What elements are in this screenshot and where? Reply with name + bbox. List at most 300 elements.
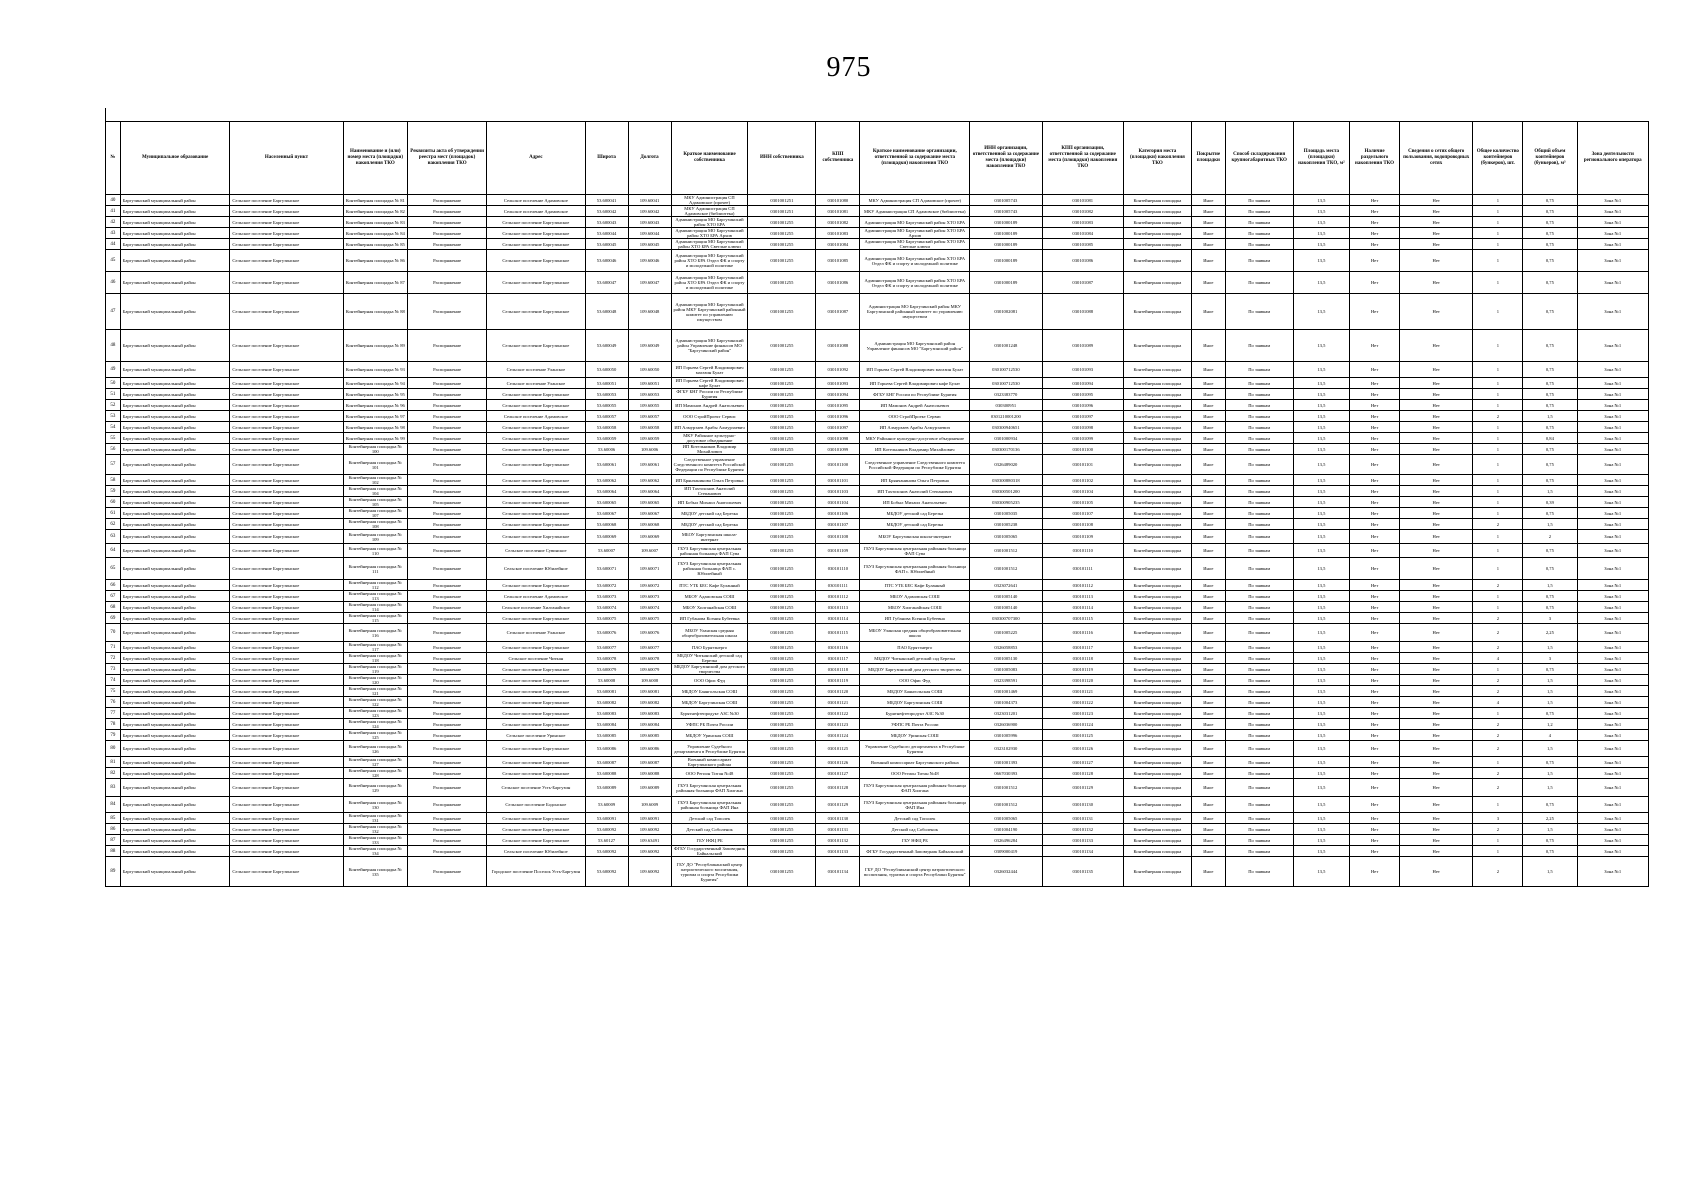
cell-n: 40: [106, 195, 121, 206]
cell-org_inn: 0309000419: [970, 846, 1042, 857]
cell-zone: Зона №1: [1577, 813, 1648, 824]
cell-act: Распоряжение: [408, 730, 487, 741]
cell-lon: 109.60057: [628, 411, 671, 422]
cell-category: Контейнерная площадка: [1123, 857, 1191, 887]
cell-org_kpp: 030101123: [1042, 708, 1123, 719]
cell-surface: Иное: [1191, 411, 1225, 422]
cell-info: Нет: [1399, 846, 1473, 857]
cell-municipality: Баргузинский муниципальный район: [120, 272, 230, 294]
cell-containers: 1: [1473, 433, 1523, 444]
cell-n: 48: [106, 330, 121, 362]
cell-volume: 0,75: [1523, 294, 1577, 330]
cell-municipality: Баргузинский муниципальный район: [120, 719, 230, 730]
cell-address: Сельское поселение Баргузинское: [487, 686, 585, 697]
cell-lat: 53.600076: [585, 624, 628, 642]
cell-municipality: Баргузинский муниципальный район: [120, 475, 230, 486]
cell-containers: 1: [1473, 508, 1523, 519]
cell-act: Распоряжение: [408, 719, 487, 730]
cell-lon: 109.60058: [628, 422, 671, 433]
cell-category: Контейнерная площадка: [1123, 686, 1191, 697]
cell-lon: 109.60043: [628, 217, 671, 228]
cell-owner_inn: 0301001255: [748, 741, 816, 757]
cell-site_name: Контейнерная площадка № 125: [343, 730, 407, 741]
page-number: 975: [826, 52, 872, 83]
cell-n: 54: [106, 422, 121, 433]
cell-area: 13,5: [1293, 228, 1350, 239]
cell-address: Сельское поселение Баргузинское: [487, 835, 585, 846]
cell-owner_kpp: 030101126: [816, 757, 860, 768]
cell-site_name: Контейнерная площадка № 127: [343, 757, 407, 768]
cell-municipality: Баргузинский муниципальный район: [120, 613, 230, 624]
cell-lat: 53.600085: [585, 730, 628, 741]
cell-org_name: Администрация МО Баргузинский район ХТО БРА Отдел ФК и спорту и молодежной политике: [860, 272, 970, 294]
cell-lat: 53.600064: [585, 486, 628, 497]
cell-n: 60: [106, 497, 121, 508]
cell-n: 64: [106, 544, 121, 558]
cell-settlement: Сельское поселение Баргузинское: [230, 294, 343, 330]
cell-owner_inn: 0301001255: [748, 591, 816, 602]
cell-org_name: Администрация МО Баргузинский район ХТО БРА Архив: [860, 228, 970, 239]
cell-containers: 2: [1473, 519, 1523, 530]
cell-site_name: Контейнерная площадка № 107: [343, 508, 407, 519]
cell-info: Нет: [1399, 378, 1473, 389]
column-header-zone: Зона деятельности регионального оператора: [1577, 122, 1648, 195]
cell-method: По заявкам: [1225, 206, 1293, 217]
cell-site_name: Контейнерная площадка № 93: [343, 362, 407, 378]
cell-volume: 1,5: [1523, 580, 1577, 591]
cell-zone: Зона №1: [1577, 444, 1648, 455]
cell-owner_name: МБОУ Хилганайская СОШ: [671, 602, 748, 613]
cell-method: По заявкам: [1225, 217, 1293, 228]
cell-owner_inn: 0301001255: [748, 558, 816, 580]
cell-owner_kpp: 030101122: [816, 708, 860, 719]
cell-n: 77: [106, 708, 121, 719]
cell-org_inn: 0301001512: [970, 797, 1042, 813]
cell-owner_inn: 0301001255: [748, 697, 816, 708]
cell-method: По заявкам: [1225, 779, 1293, 797]
cell-n: 85: [106, 813, 121, 824]
cell-org_kpp: 030101120: [1042, 675, 1123, 686]
cell-info: Нет: [1399, 624, 1473, 642]
cell-settlement: Сельское поселение Баргузинское: [230, 228, 343, 239]
cell-settlement: Сельское поселение Баргузинское: [230, 206, 343, 217]
cell-act: Распоряжение: [408, 613, 487, 624]
table-row: [106, 530, 1649, 544]
cell-org_inn: 030100712530: [970, 378, 1042, 389]
cell-containers: 1: [1473, 664, 1523, 675]
table-row: [106, 544, 1649, 558]
cell-site_name: Контейнерная площадка № 85: [343, 239, 407, 250]
cell-org_inn: 0301005065: [970, 530, 1042, 544]
cell-owner_name: МБДОУ Баргузинская СОШ: [671, 697, 748, 708]
cell-containers: 4: [1473, 697, 1523, 708]
cell-owner_name: МБДОУ детский сад Березка: [671, 508, 748, 519]
cell-volume: 0,75: [1523, 591, 1577, 602]
cell-owner_inn: 0301001255: [748, 580, 816, 591]
cell-volume: 3: [1523, 653, 1577, 664]
cell-lon: 109.60088: [628, 768, 671, 779]
cell-municipality: Баргузинский муниципальный район: [120, 422, 230, 433]
cell-org_name: ИП Горьева Сергей Владимирович кафе Булат: [860, 378, 970, 389]
table-row: [106, 228, 1649, 239]
cell-org_inn: 030300880318: [970, 475, 1042, 486]
cell-category: Контейнерная площадка: [1123, 757, 1191, 768]
cell-containers: 1: [1473, 757, 1523, 768]
cell-site_name: Контейнерная площадка № 86: [343, 250, 407, 272]
cell-municipality: Баргузинский муниципальный район: [120, 239, 230, 250]
cell-municipality: Баргузинский муниципальный район: [120, 400, 230, 411]
cell-surface: Иное: [1191, 686, 1225, 697]
cell-settlement: Сельское поселение Баргузинское: [230, 664, 343, 675]
cell-zone: Зона №1: [1577, 686, 1648, 697]
cell-surface: Иное: [1191, 697, 1225, 708]
cell-category: Контейнерная площадка: [1123, 400, 1191, 411]
cell-separate: Нет: [1350, 239, 1400, 250]
cell-site_name: Контейнерная площадка № 124: [343, 719, 407, 730]
cell-act: Распоряжение: [408, 580, 487, 591]
table-row: [106, 508, 1649, 519]
cell-lat: 53.600092: [585, 846, 628, 857]
table-row: [106, 444, 1649, 455]
cell-zone: Зона №1: [1577, 272, 1648, 294]
cell-containers: 1: [1473, 228, 1523, 239]
cell-zone: Зона №1: [1577, 250, 1648, 272]
cell-zone: Зона №1: [1577, 378, 1648, 389]
table-row: [106, 642, 1649, 653]
cell-settlement: Сельское поселение Баргузинское: [230, 779, 343, 797]
cell-area: 13,5: [1293, 824, 1350, 835]
cell-org_name: УФПС РБ Почта России: [860, 719, 970, 730]
cell-owner_inn: 0301001255: [748, 544, 816, 558]
table-row: [106, 378, 1649, 389]
cell-owner_inn: 0301001255: [748, 779, 816, 797]
cell-municipality: Баргузинский муниципальный район: [120, 591, 230, 602]
cell-zone: Зона №1: [1577, 508, 1648, 519]
cell-site_name: Контейнерная площадка № 89: [343, 330, 407, 362]
cell-act: Распоряжение: [408, 519, 487, 530]
cell-act: Распоряжение: [408, 330, 487, 362]
cell-lat: 53.600087: [585, 757, 628, 768]
cell-volume: 0,75: [1523, 400, 1577, 411]
cell-containers: 4: [1473, 653, 1523, 664]
cell-org_kpp: 030101135: [1042, 857, 1123, 887]
cell-volume: 1,5: [1523, 686, 1577, 697]
cell-org_name: МБДОУ детский сад Березка: [860, 508, 970, 519]
cell-org_kpp: 030101101: [1042, 455, 1123, 475]
cell-owner_kpp: 030101103: [816, 486, 860, 497]
cell-area: 13,5: [1293, 519, 1350, 530]
cell-settlement: Сельское поселение Баргузинское: [230, 580, 343, 591]
cell-settlement: Сельское поселение Баргузинское: [230, 422, 343, 433]
cell-site_name: Контейнерная площадка № 132: [343, 824, 407, 835]
cell-zone: Зона №1: [1577, 330, 1648, 362]
cell-volume: 0,75: [1523, 217, 1577, 228]
cell-owner_inn: 0301001255: [748, 400, 816, 411]
cell-info: Нет: [1399, 508, 1473, 519]
cell-volume: 2,25: [1523, 624, 1577, 642]
cell-surface: Иное: [1191, 519, 1225, 530]
cell-containers: 1: [1473, 797, 1523, 813]
cell-owner_inn: 0301001255: [748, 239, 816, 250]
cell-separate: Нет: [1350, 272, 1400, 294]
cell-act: Распоряжение: [408, 228, 487, 239]
cell-containers: 2: [1473, 411, 1523, 422]
cell-containers: 1: [1473, 217, 1523, 228]
cell-surface: Иное: [1191, 422, 1225, 433]
cell-surface: Иное: [1191, 497, 1225, 508]
cell-surface: Иное: [1191, 444, 1225, 455]
cell-owner_name: Администрация МО Баргузинский район ХТО БРА Отдел ФК и спорту и молодежной политике: [671, 250, 748, 272]
cell-org_kpp: 030101099: [1042, 433, 1123, 444]
table-row: [106, 250, 1649, 272]
cell-zone: Зона №1: [1577, 294, 1648, 330]
cell-lon: 109.60053: [628, 389, 671, 400]
cell-category: Контейнерная площадка: [1123, 708, 1191, 719]
cell-lat: 53.600079: [585, 664, 628, 675]
cell-address: Сельское поселение Уланское: [487, 624, 585, 642]
cell-surface: Иное: [1191, 741, 1225, 757]
cell-n: 57: [106, 455, 121, 475]
cell-separate: Нет: [1350, 613, 1400, 624]
cell-method: По заявкам: [1225, 719, 1293, 730]
cell-owner_name: ИП Алмурзаев Арабы Алмурзаевич: [671, 422, 748, 433]
cell-surface: Иное: [1191, 580, 1225, 591]
cell-settlement: Сельское поселение Баргузинское: [230, 411, 343, 422]
cell-zone: Зона №1: [1577, 779, 1648, 797]
cell-org_kpp: 030101095: [1042, 389, 1123, 400]
cell-surface: Иное: [1191, 642, 1225, 653]
cell-org_name: Администрация МО Баргузинский район МКУ Баргузинский районный комитет по управлению имуществом: [860, 294, 970, 330]
table-row: [106, 389, 1649, 400]
cell-org_name: Администрация МО Баргузинский район ХТО БРА Отдел ФК и спорту и молодежной политике: [860, 250, 970, 272]
cell-settlement: Сельское поселение Баргузинское: [230, 642, 343, 653]
cell-area: 13,5: [1293, 591, 1350, 602]
cell-info: Нет: [1399, 591, 1473, 602]
cell-owner_inn: 0301001255: [748, 708, 816, 719]
cell-containers: 1: [1473, 497, 1523, 508]
table-row: [106, 433, 1649, 444]
cell-lon: 109.60065: [628, 497, 671, 508]
table-row: [106, 857, 1649, 887]
column-header-municipality: Муниципальное образование: [120, 122, 230, 195]
cell-act: Распоряжение: [408, 294, 487, 330]
cell-owner_kpp: 030101085: [816, 250, 860, 272]
cell-act: Распоряжение: [408, 400, 487, 411]
cell-owner_name: МБДОУ Читканский детский сад Березка: [671, 653, 748, 664]
cell-owner_name: ИП Губанова Ксения Бубеевна: [671, 613, 748, 624]
cell-org_inn: 0326032444: [970, 857, 1042, 887]
cell-n: 44: [106, 239, 121, 250]
cell-separate: Нет: [1350, 294, 1400, 330]
cell-act: Распоряжение: [408, 642, 487, 653]
table-row: [106, 591, 1649, 602]
cell-n: 86: [106, 824, 121, 835]
cell-org_name: Управление Судебного департамента в Республике Бурятия: [860, 741, 970, 757]
table-row: [106, 730, 1649, 741]
cell-settlement: Сельское поселение Баргузинское: [230, 857, 343, 887]
cell-method: По заявкам: [1225, 497, 1293, 508]
cell-separate: Нет: [1350, 664, 1400, 675]
cell-area: 13,5: [1293, 741, 1350, 757]
cell-surface: Иное: [1191, 797, 1225, 813]
cell-address: Сельское поселение Сувинское: [487, 544, 585, 558]
cell-lon: 109.6007: [628, 544, 671, 558]
cell-separate: Нет: [1350, 580, 1400, 591]
cell-surface: Иное: [1191, 508, 1225, 519]
cell-area: 13,5: [1293, 422, 1350, 433]
cell-surface: Иное: [1191, 250, 1225, 272]
cell-info: Нет: [1399, 686, 1473, 697]
cell-owner_inn: 0301001255: [748, 824, 816, 835]
cell-owner_inn: 0301001255: [748, 217, 816, 228]
cell-lon: 109.60087: [628, 757, 671, 768]
cell-method: По заявкам: [1225, 294, 1293, 330]
cell-settlement: Сельское поселение Баргузинское: [230, 497, 343, 508]
cell-owner_kpp: 030101113: [816, 602, 860, 613]
cell-org_inn: 0301001393: [970, 757, 1042, 768]
cell-surface: Иное: [1191, 857, 1225, 887]
cell-owner_kpp: 030101129: [816, 797, 860, 813]
cell-volume: 0,75: [1523, 835, 1577, 846]
cell-municipality: Баргузинский муниципальный район: [120, 530, 230, 544]
cell-address: Сельское поселение Баргузинское: [487, 217, 585, 228]
table-row: [106, 779, 1649, 797]
cell-surface: Иное: [1191, 239, 1225, 250]
cell-surface: Иное: [1191, 558, 1225, 580]
cell-separate: Нет: [1350, 195, 1400, 206]
cell-owner_kpp: 030101084: [816, 239, 860, 250]
cell-surface: Иное: [1191, 824, 1225, 835]
cell-site_name: Контейнерная площадка № 133: [343, 835, 407, 846]
cell-org_inn: 030300501200: [970, 486, 1042, 497]
cell-area: 13,5: [1293, 486, 1350, 497]
cell-method: По заявкам: [1225, 239, 1293, 250]
cell-org_kpp: 030101114: [1042, 602, 1123, 613]
cell-owner_inn: 0301001255: [748, 250, 816, 272]
cell-zone: Зона №1: [1577, 486, 1648, 497]
cell-org_inn: 0301005743: [970, 195, 1042, 206]
cell-surface: Иное: [1191, 294, 1225, 330]
cell-category: Контейнерная площадка: [1123, 508, 1191, 519]
cell-address: Сельское поселение Читкан: [487, 653, 585, 664]
cell-municipality: Баргузинский муниципальный район: [120, 294, 230, 330]
cell-org_kpp: 030101082: [1042, 206, 1123, 217]
cell-lat: 53.600086: [585, 741, 628, 757]
cell-zone: Зона №1: [1577, 497, 1648, 508]
cell-owner_kpp: 030101083: [816, 228, 860, 239]
cell-containers: 3: [1473, 813, 1523, 824]
cell-settlement: Сельское поселение Баргузинское: [230, 195, 343, 206]
cell-volume: 1,2: [1523, 719, 1577, 730]
cell-info: Нет: [1399, 653, 1473, 664]
cell-address: Сельское поселение Баргузинское: [487, 768, 585, 779]
cell-owner_kpp: 030101096: [816, 411, 860, 422]
cell-volume: 0,75: [1523, 664, 1577, 675]
cell-info: Нет: [1399, 389, 1473, 400]
cell-n: 73: [106, 664, 121, 675]
cell-category: Контейнерная площадка: [1123, 813, 1191, 824]
cell-separate: Нет: [1350, 719, 1400, 730]
cell-settlement: Сельское поселение Баргузинское: [230, 400, 343, 411]
cell-method: По заявкам: [1225, 857, 1293, 887]
cell-org_inn: 0301001512: [970, 779, 1042, 797]
cell-area: 13,5: [1293, 455, 1350, 475]
column-header-surface: Покрытие площадки: [1191, 122, 1225, 195]
cell-lon: 109.6008: [628, 675, 671, 686]
cell-org_kpp: 030101128: [1042, 768, 1123, 779]
column-header-address: Адрес: [487, 122, 585, 195]
cell-zone: Зона №1: [1577, 228, 1648, 239]
cell-zone: Зона №1: [1577, 591, 1648, 602]
cell-settlement: Сельское поселение Баргузинское: [230, 544, 343, 558]
cell-address: Сельское поселение Баргузинское: [487, 444, 585, 455]
cell-org_kpp: 030101087: [1042, 272, 1123, 294]
container-site-registry-table: [105, 121, 1649, 887]
cell-surface: Иное: [1191, 272, 1225, 294]
cell-zone: Зона №1: [1577, 653, 1648, 664]
cell-org_inn: 0667030393: [970, 768, 1042, 779]
cell-municipality: Баргузинский муниципальный район: [120, 455, 230, 475]
cell-owner_name: МКУ Районное культурно-досуговое объединение: [671, 433, 748, 444]
cell-volume: 1,5: [1523, 642, 1577, 653]
cell-volume: 0,75: [1523, 797, 1577, 813]
cell-info: Нет: [1399, 708, 1473, 719]
cell-zone: Зона №1: [1577, 664, 1648, 675]
table-row: [106, 664, 1649, 675]
cell-lon: 109.60069: [628, 530, 671, 544]
cell-volume: 0,75: [1523, 389, 1577, 400]
cell-lon: 109.6006: [628, 444, 671, 455]
cell-lon: 109.60073: [628, 591, 671, 602]
table-row: [106, 613, 1649, 624]
cell-org_name: Администрация МО Баргузинский район Управление финансов МО "Баргузинский район": [860, 330, 970, 362]
cell-owner_name: МБДОУ Уринская СОШ: [671, 730, 748, 741]
cell-site_name: Контейнерная площадка № 129: [343, 779, 407, 797]
cell-address: Сельское поселение Бодонское: [487, 797, 585, 813]
cell-info: Нет: [1399, 486, 1473, 497]
cell-site_name: Контейнерная площадка № 108: [343, 519, 407, 530]
cell-org_kpp: 030101098: [1042, 422, 1123, 433]
cell-org_inn: 0301005083: [970, 664, 1042, 675]
cell-volume: 0,75: [1523, 362, 1577, 378]
cell-org_name: МБДОУ Баргузинская СОШ: [860, 697, 970, 708]
cell-surface: Иное: [1191, 362, 1225, 378]
cell-org_kpp: 030101111: [1042, 558, 1123, 580]
cell-municipality: Баргузинский муниципальный район: [120, 330, 230, 362]
cell-municipality: Баргузинский муниципальный район: [120, 217, 230, 228]
cell-address: Сельское поселение Адамовское: [487, 591, 585, 602]
cell-containers: 1: [1473, 591, 1523, 602]
cell-municipality: Баргузинский муниципальный район: [120, 444, 230, 455]
cell-owner_name: ИП Котельников Владимир Михайлович: [671, 444, 748, 455]
cell-site_name: Контейнерная площадка № 109: [343, 530, 407, 544]
cell-method: По заявкам: [1225, 708, 1293, 719]
cell-act: Распоряжение: [408, 475, 487, 486]
cell-municipality: Баргузинский муниципальный район: [120, 378, 230, 389]
cell-containers: 2: [1473, 730, 1523, 741]
cell-address: Сельское поселение Уланское: [487, 362, 585, 378]
cell-lat: 53.600088: [585, 768, 628, 779]
cell-category: Контейнерная площадка: [1123, 195, 1191, 206]
cell-n: 84: [106, 797, 121, 813]
cell-address: Сельское поселение Баргузинское: [487, 813, 585, 824]
cell-site_name: Контейнерная площадка № 119: [343, 664, 407, 675]
cell-containers: 1: [1473, 422, 1523, 433]
cell-zone: Зона №1: [1577, 422, 1648, 433]
cell-municipality: Баргузинский муниципальный район: [120, 497, 230, 508]
cell-act: Распоряжение: [408, 835, 487, 846]
cell-org_inn: 0301002081: [970, 294, 1042, 330]
